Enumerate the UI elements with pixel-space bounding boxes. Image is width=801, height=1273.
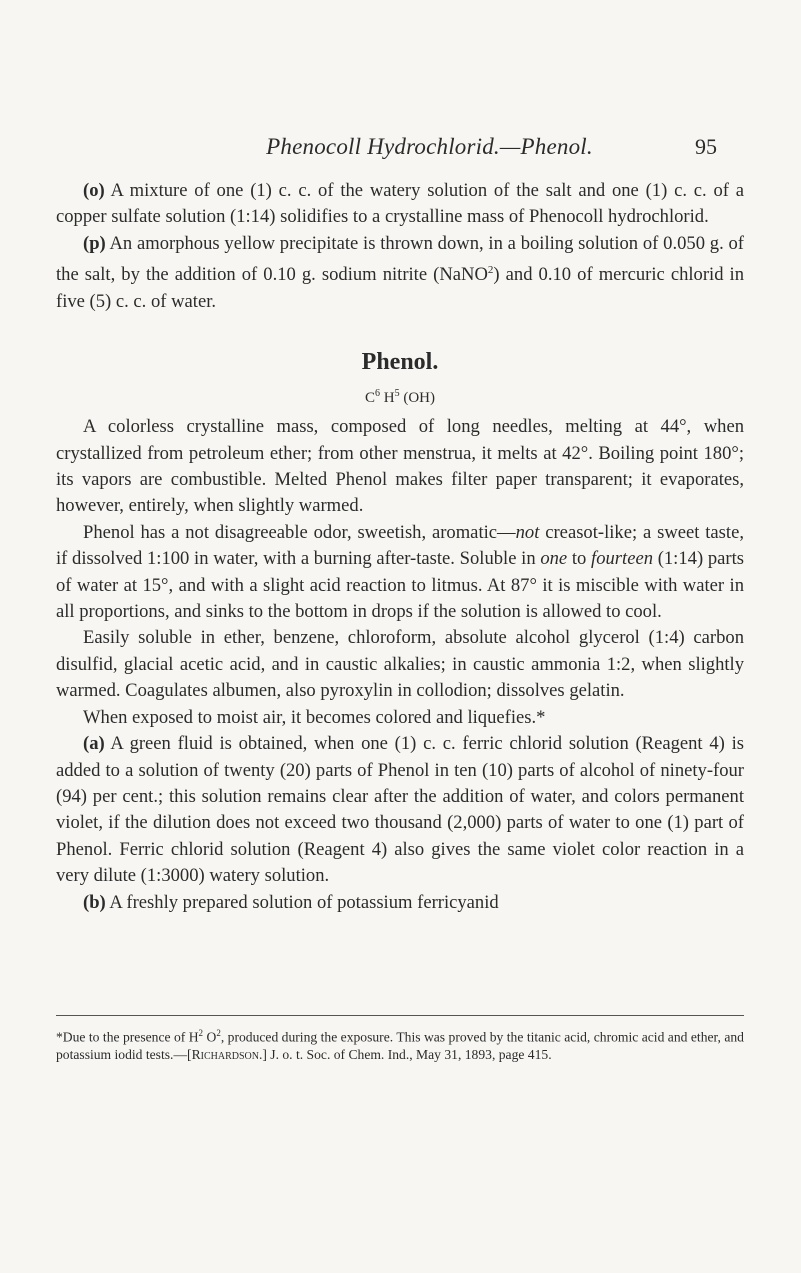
paragraph-odor [56, 520, 744, 626]
paragraph-o-text: A mixture of one (1) c. c. of the watery solution of the salt and one (1) c. c. of a copper sulfate solution (1:14) solidifies to a crystalline mass of Phenocoll hydrochlorid. [56, 180, 744, 228]
footnote-sup-1: 2 [198, 1028, 204, 1038]
formula-h: H [380, 390, 395, 407]
odor-text-3: to [567, 548, 592, 570]
odor-emphasis-not: not [515, 521, 540, 543]
paragraph-o [56, 178, 744, 231]
formula-c: C [364, 390, 375, 407]
footnote-text [56, 1025, 744, 1063]
page-body [56, 178, 744, 916]
footnote [56, 1025, 744, 1063]
paragraph-p-text-1: An amorphous yellow precipitate is thrown down, in a boiling solution of 0.050 g. of the salt, by the addition of 0.10 g. sodium nitrite (NaNO [56, 232, 744, 286]
odor-text-4: (1:14) parts of water at 15°, and with a slight acid reaction to litmus. At 87° it is miscible with water in all proportions, and sinks to the bottom in drops if the solution is allowed to cool. [56, 548, 744, 623]
running-title: Phenocoll Hydrochlorid.—Phenol. [266, 134, 593, 159]
footnote-text-3: , produced during the exposure. This was proved by the titanic acid, chromic acid and ether, and potassium iodid tests.—[ [56, 1029, 744, 1062]
paragraph-b-text: A freshly prepared solution of potassium ferricyanid [105, 891, 499, 913]
section-heading: Phenol. [361, 349, 439, 376]
paragraph-description: A colorless crystalline mass, composed of long needles, melting at 44°, when crystallized from petroleum ether; from other menstrua, it melts at 42°. Boiling point 180°; its vapors are combustible. Melted Phenol makes filter paper transparent; it evaporates, however, entirely, when slightly warmed. [56, 416, 744, 517]
formula-oh: (OH) [399, 390, 435, 407]
paragraph-p [56, 231, 744, 315]
paragraph-exposure: When exposed to moist air, it becomes colored and liquefies.* [83, 706, 546, 728]
odor-emphasis-one: one [540, 548, 568, 570]
formula-h-sub: 5 [394, 388, 400, 400]
item-label-b: (b) [83, 891, 106, 913]
chemical-formula [56, 384, 744, 408]
paragraph-p-sup: 2 [487, 264, 494, 277]
item-label-a: (a) [83, 733, 105, 755]
paragraph-p-text-2: ) and 0.10 of mercuric chlorid in five (5) c. c. of water. [56, 264, 745, 312]
paragraph-a-text: A green fluid is obtained, when one (1) c. c. ferric chlorid solution (Reagent 4) is added to a solution of twenty (20) parts of Phenol in ten (10) parts of alcohol of ninety-four (94) per cent.; this solution remains clear after the addition of water, and colors permanent violet, if the dilution does not exceed two thousand (2,000) parts of water to one (1) part of Phenol. Ferric chlorid solution (Reagent 4) also gives the same violet color reaction in a very dilute (1:3000) watery solution. [56, 733, 744, 887]
paragraph-b [56, 890, 744, 916]
paragraph-solubility: Easily soluble in ether, benzene, chloroform, absolute alcohol glycerol (1:4) carbon disulfid, glacial acetic acid, and in caustic alkalies; in caustic ammonia 1:2, when slightly warmed. Coagulates albumen, also pyroxylin in collodion; dissolves gelatin. [56, 627, 744, 702]
footnote-text-4: ] J. o. t. Soc. of Chem. Ind., May 31, 1893, page 415. [262, 1046, 552, 1062]
footnote-sup-2: 2 [216, 1028, 221, 1038]
paragraph-a [56, 731, 744, 889]
odor-text-2: creasot-like; a sweet taste, if dissolved 1:100 in water, with a burning after-taste. Soluble in [56, 521, 744, 570]
odor-text-1: Phenol has a not disagreeable odor, sweetish, aromatic— [83, 521, 516, 543]
footnote-text-2: O [203, 1029, 217, 1045]
page-number: 95 [695, 134, 717, 159]
odor-emphasis-fourteen: fourteen [591, 548, 653, 570]
footnote-author: Richardson. [191, 1046, 263, 1062]
footnote-text-1: *Due to the presence of H [56, 1029, 199, 1045]
formula-c-sub: 6 [375, 388, 380, 400]
item-label-o: (o) [83, 180, 105, 201]
item-label-p: (p) [83, 232, 106, 254]
footnote-divider [56, 1015, 744, 1016]
running-header [142, 134, 717, 160]
